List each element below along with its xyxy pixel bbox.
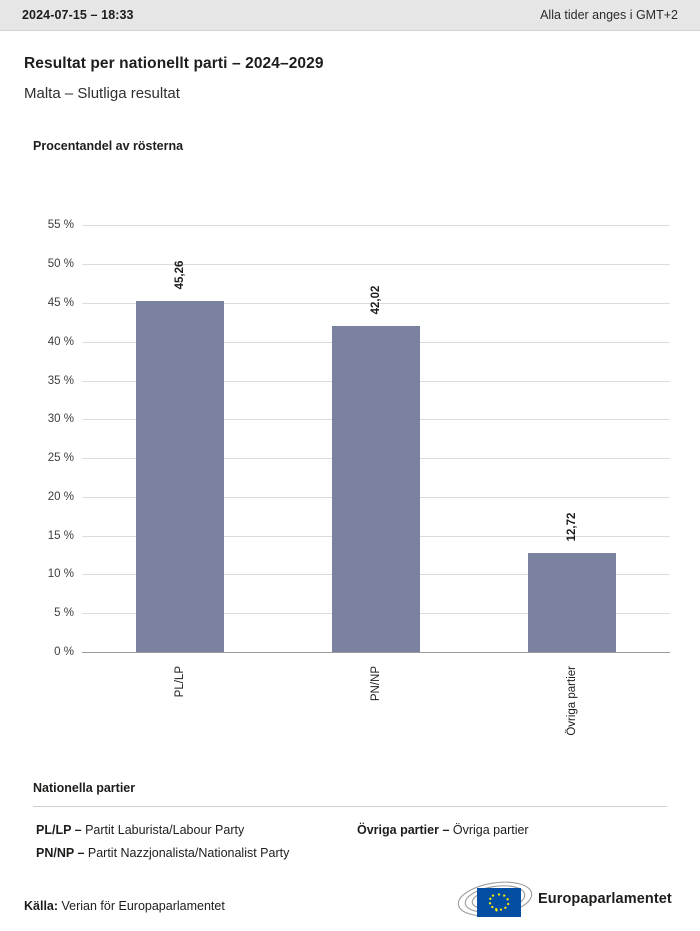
y-axis-tick-label: 35 % [47,374,74,387]
y-axis-tick-label: 5 % [54,607,74,620]
bar-value-label: 42,02 [370,285,382,315]
x-axis-category-label: PL/LP [174,666,186,698]
bar-group[interactable] [136,206,224,698]
bar-group[interactable] [332,206,420,702]
y-axis-tick-label: 20 % [47,490,74,503]
bar-series [82,206,670,736]
content-card [0,31,700,931]
party-entry [36,823,244,837]
bar-value-label: 12,72 [566,512,578,542]
parties-divider [33,806,667,807]
source-label: Källa: [24,899,59,913]
party-entry [357,823,529,837]
european-parliament-logo [455,874,677,924]
logo-text: Europaparlamentet [538,891,672,907]
y-axis-tick-label: 55 % [47,219,74,232]
y-axis-tick-label: 0 % [54,646,74,658]
parties-heading: Nationella partier [33,781,136,795]
plot-area [47,206,670,736]
party-abbr: Övriga partier – [357,823,450,837]
timestamp: 2024-07-15 – 18:33 [22,8,134,22]
page-subtitle: Malta – Slutliga resultat [24,85,180,102]
party-name: Partit Nazzjonalista/Nationalist Party [84,846,290,860]
party-abbr: PL/LP – [36,823,82,837]
x-axis-category-label: Övriga partier [566,666,578,736]
party-abbr: PN/NP – [36,846,85,860]
y-axis-tick-label: 40 % [47,335,74,348]
bar-value-label: 45,26 [174,260,186,290]
bar[interactable] [332,326,420,652]
chart-title: Procentandel av rösterna [33,139,184,153]
y-axis-tick-label: 10 % [47,568,74,581]
y-axis-tick-label: 30 % [47,413,74,426]
bar[interactable] [528,553,616,652]
party-entry [36,846,289,860]
x-axis-category-label: PN/NP [370,666,382,702]
timezone-note: Alla tider anges i GMT+2 [540,8,678,22]
y-axis-tick-label: 15 % [47,529,74,542]
source-line [24,899,225,913]
party-name: Övriga partier [449,823,529,837]
bar-group[interactable] [528,206,616,736]
party-name: Partit Laburista/Labour Party [81,823,245,837]
topbar [0,0,700,31]
y-axis-tick-label: 50 % [47,258,74,271]
source-value: Verian för Europaparlamentet [58,899,225,913]
page-title: Resultat per nationellt parti – 2024–2029 [24,55,324,72]
bar[interactable] [136,301,224,652]
y-axis-tick-label: 25 % [47,452,74,465]
bar-chart [24,196,676,776]
y-axis-tick-label: 45 % [47,296,74,309]
x-axis-line [54,646,670,658]
